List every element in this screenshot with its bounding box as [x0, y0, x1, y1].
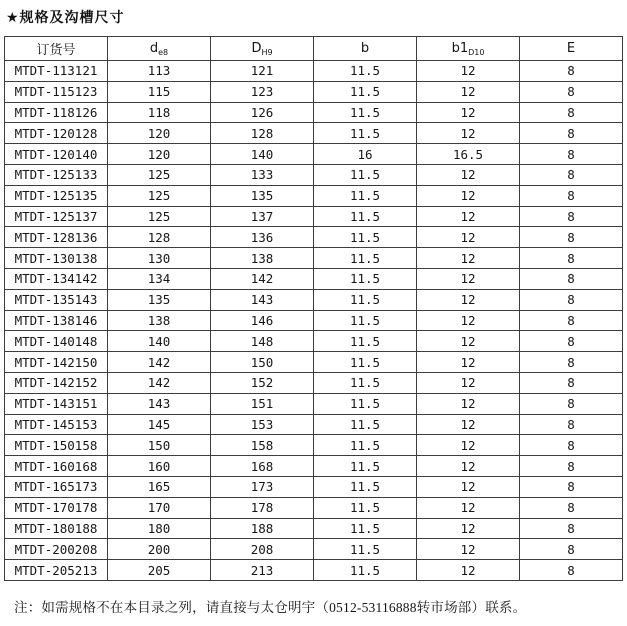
cell-D: 148: [211, 331, 314, 352]
cell-E: 8: [520, 123, 623, 144]
cell-D: 121: [211, 61, 314, 82]
cell-d: 142: [108, 352, 211, 373]
cell-D: 142: [211, 268, 314, 289]
cell-b: 16: [314, 144, 417, 165]
cell-order-no: MTDT-180188: [5, 518, 108, 539]
cell-D: 188: [211, 518, 314, 539]
col-header-b: b: [314, 37, 417, 61]
cell-b1: 12: [417, 310, 520, 331]
table-row: [5, 185, 623, 206]
cell-order-no: MTDT-142150: [5, 352, 108, 373]
cell-D: 150: [211, 352, 314, 373]
cell-D: 208: [211, 539, 314, 560]
cell-E: 8: [520, 289, 623, 310]
cell-b1: 12: [417, 331, 520, 352]
cell-order-no: MTDT-160168: [5, 456, 108, 477]
cell-d: 143: [108, 393, 211, 414]
cell-E: 8: [520, 456, 623, 477]
cell-E: 8: [520, 560, 623, 581]
cell-d: 125: [108, 185, 211, 206]
table-row: [5, 268, 623, 289]
cell-b1: 12: [417, 61, 520, 82]
cell-b1: 12: [417, 476, 520, 497]
cell-d: 200: [108, 539, 211, 560]
cell-D: 138: [211, 248, 314, 269]
col-header-b1: $b1_{D10}$: [417, 37, 520, 61]
cell-E: 8: [520, 310, 623, 331]
table-row: [5, 518, 623, 539]
cell-E: 8: [520, 102, 623, 123]
cell-b1: 12: [417, 248, 520, 269]
table-row: [5, 102, 623, 123]
cell-order-no: MTDT-128136: [5, 227, 108, 248]
col-header-D: $D_{H9}$: [211, 37, 314, 61]
cell-b: 11.5: [314, 310, 417, 331]
cell-d: 120: [108, 123, 211, 144]
cell-b1: 12: [417, 393, 520, 414]
cell-D: 158: [211, 435, 314, 456]
cell-b: 11.5: [314, 123, 417, 144]
cell-b1: 12: [417, 539, 520, 560]
table-row: [5, 560, 623, 581]
table-row: [5, 289, 623, 310]
header-row: [5, 37, 623, 61]
cell-b1: 12: [417, 560, 520, 581]
table-row: [5, 372, 623, 393]
cell-order-no: MTDT-130138: [5, 248, 108, 269]
cell-order-no: MTDT-120140: [5, 144, 108, 165]
cell-D: 128: [211, 123, 314, 144]
table-row: [5, 352, 623, 373]
cell-E: 8: [520, 539, 623, 560]
cell-b: 11.5: [314, 352, 417, 373]
cell-b1: 12: [417, 206, 520, 227]
cell-b: 11.5: [314, 185, 417, 206]
cell-D: 178: [211, 497, 314, 518]
table-row: [5, 414, 623, 435]
cell-order-no: MTDT-125135: [5, 185, 108, 206]
cell-b: 11.5: [314, 102, 417, 123]
cell-d: 205: [108, 560, 211, 581]
cell-b: 11.5: [314, 414, 417, 435]
cell-D: 213: [211, 560, 314, 581]
col-header-sub: H9: [261, 48, 273, 57]
cell-b: 11.5: [314, 268, 417, 289]
cell-d: 140: [108, 331, 211, 352]
cell-D: 146: [211, 310, 314, 331]
cell-E: 8: [520, 144, 623, 165]
table-row: [5, 393, 623, 414]
cell-d: 145: [108, 414, 211, 435]
cell-order-no: MTDT-143151: [5, 393, 108, 414]
cell-b: 11.5: [314, 206, 417, 227]
table-row: [5, 497, 623, 518]
col-header-d: $d_{e8}$: [108, 37, 211, 61]
table-row: [5, 164, 623, 185]
cell-order-no: MTDT-118126: [5, 102, 108, 123]
footer-note: 注：如需规格不在本目录之列，请直接与太仓明宇（0512-53116888转市场部）联系。: [14, 599, 527, 615]
cell-b1: 12: [417, 123, 520, 144]
cell-b1: 12: [417, 497, 520, 518]
cell-D: 152: [211, 372, 314, 393]
table-row: [5, 539, 623, 560]
cell-d: 135: [108, 289, 211, 310]
cell-b1: 12: [417, 414, 520, 435]
table-row: [5, 144, 623, 165]
cell-E: 8: [520, 227, 623, 248]
cell-b1: 12: [417, 102, 520, 123]
cell-order-no: MTDT-115123: [5, 81, 108, 102]
table-row: [5, 476, 623, 497]
cell-order-no: MTDT-135143: [5, 289, 108, 310]
cell-order-no: MTDT-120128: [5, 123, 108, 144]
cell-d: 113: [108, 61, 211, 82]
col-header-sub: e8: [158, 48, 169, 57]
cell-b1: 16.5: [417, 144, 520, 165]
cell-order-no: MTDT-205213: [5, 560, 108, 581]
cell-b: 11.5: [314, 456, 417, 477]
cell-D: 137: [211, 206, 314, 227]
cell-b: 11.5: [314, 560, 417, 581]
cell-order-no: MTDT-125137: [5, 206, 108, 227]
cell-E: 8: [520, 206, 623, 227]
cell-b: 11.5: [314, 61, 417, 82]
cell-D: 123: [211, 81, 314, 102]
cell-b: 11.5: [314, 372, 417, 393]
cell-E: 8: [520, 61, 623, 82]
cell-D: 135: [211, 185, 314, 206]
cell-b: 11.5: [314, 393, 417, 414]
cell-b1: 12: [417, 185, 520, 206]
cell-order-no: MTDT-150158: [5, 435, 108, 456]
table-row: [5, 456, 623, 477]
cell-d: 125: [108, 206, 211, 227]
cell-order-no: MTDT-125133: [5, 164, 108, 185]
cell-D: 133: [211, 164, 314, 185]
cell-D: 151: [211, 393, 314, 414]
cell-b: 11.5: [314, 435, 417, 456]
cell-b: 11.5: [314, 476, 417, 497]
cell-order-no: MTDT-165173: [5, 476, 108, 497]
cell-order-no: MTDT-170178: [5, 497, 108, 518]
page-title: ★规格及沟槽尺寸: [6, 10, 125, 26]
cell-order-no: MTDT-200208: [5, 539, 108, 560]
cell-E: 8: [520, 352, 623, 373]
table-row: [5, 123, 623, 144]
cell-d: 115: [108, 81, 211, 102]
cell-D: 140: [211, 144, 314, 165]
table-row: [5, 310, 623, 331]
col-header-sub: D10: [468, 48, 485, 57]
cell-b: 11.5: [314, 539, 417, 560]
cell-E: 8: [520, 372, 623, 393]
cell-d: 128: [108, 227, 211, 248]
cell-b1: 12: [417, 227, 520, 248]
cell-d: 134: [108, 268, 211, 289]
table-row: [5, 81, 623, 102]
cell-D: 126: [211, 102, 314, 123]
cell-E: 8: [520, 185, 623, 206]
cell-order-no: MTDT-138146: [5, 310, 108, 331]
cell-E: 8: [520, 248, 623, 269]
cell-b: 11.5: [314, 164, 417, 185]
cell-D: 173: [211, 476, 314, 497]
spec-table: [4, 36, 623, 581]
cell-E: 8: [520, 476, 623, 497]
cell-order-no: MTDT-134142: [5, 268, 108, 289]
cell-b1: 12: [417, 352, 520, 373]
cell-order-no: MTDT-140148: [5, 331, 108, 352]
cell-d: 118: [108, 102, 211, 123]
cell-b1: 12: [417, 81, 520, 102]
cell-b1: 12: [417, 518, 520, 539]
cell-b: 11.5: [314, 248, 417, 269]
cell-b: 11.5: [314, 227, 417, 248]
table-row: [5, 248, 623, 269]
cell-b1: 12: [417, 456, 520, 477]
cell-d: 170: [108, 497, 211, 518]
cell-b: 11.5: [314, 331, 417, 352]
cell-E: 8: [520, 435, 623, 456]
cell-b1: 12: [417, 289, 520, 310]
cell-E: 8: [520, 518, 623, 539]
cell-d: 138: [108, 310, 211, 331]
cell-E: 8: [520, 414, 623, 435]
col-header-E: E: [520, 37, 623, 61]
table-row: [5, 206, 623, 227]
table-row: [5, 61, 623, 82]
cell-d: 125: [108, 164, 211, 185]
cell-d: 180: [108, 518, 211, 539]
spec-table-body: [5, 61, 623, 581]
table-row: [5, 331, 623, 352]
cell-d: 165: [108, 476, 211, 497]
cell-order-no: MTDT-142152: [5, 372, 108, 393]
table-row: [5, 227, 623, 248]
cell-d: 160: [108, 456, 211, 477]
cell-d: 142: [108, 372, 211, 393]
cell-b1: 12: [417, 268, 520, 289]
cell-E: 8: [520, 497, 623, 518]
cell-b: 11.5: [314, 497, 417, 518]
cell-b: 11.5: [314, 518, 417, 539]
cell-E: 8: [520, 393, 623, 414]
spec-table-header: [5, 37, 623, 61]
cell-D: 153: [211, 414, 314, 435]
cell-b: 11.5: [314, 81, 417, 102]
cell-E: 8: [520, 268, 623, 289]
cell-D: 143: [211, 289, 314, 310]
cell-E: 8: [520, 81, 623, 102]
cell-order-no: MTDT-113121: [5, 61, 108, 82]
cell-d: 150: [108, 435, 211, 456]
cell-d: 130: [108, 248, 211, 269]
table-row: [5, 435, 623, 456]
cell-order-no: MTDT-145153: [5, 414, 108, 435]
cell-D: 168: [211, 456, 314, 477]
cell-D: 136: [211, 227, 314, 248]
cell-E: 8: [520, 164, 623, 185]
cell-b1: 12: [417, 435, 520, 456]
cell-E: 8: [520, 331, 623, 352]
cell-b1: 12: [417, 164, 520, 185]
cell-d: 120: [108, 144, 211, 165]
cell-b1: 12: [417, 372, 520, 393]
col-header-order-no: 订货号: [5, 37, 108, 61]
cell-b: 11.5: [314, 289, 417, 310]
